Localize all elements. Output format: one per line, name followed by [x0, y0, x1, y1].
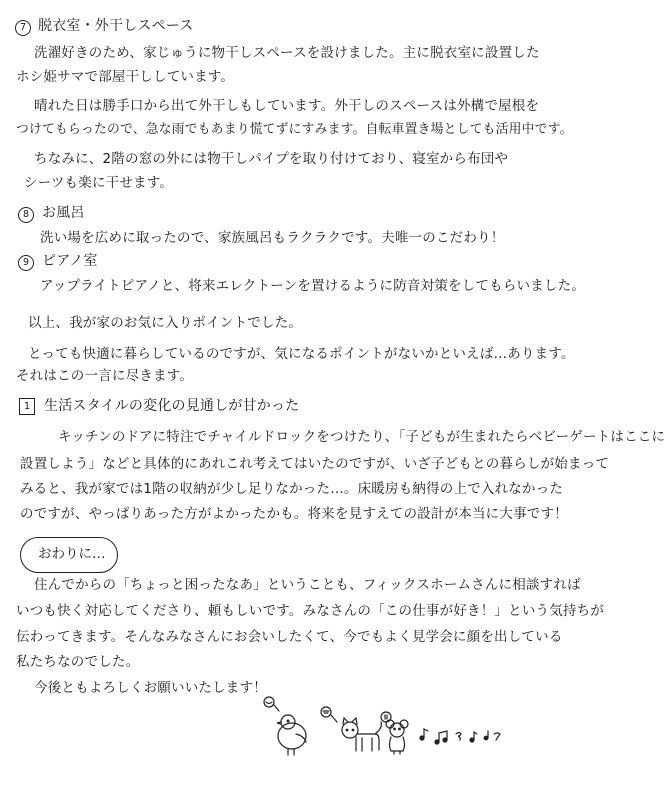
section-7-title: 脱衣室・外干しスペース [38, 18, 194, 34]
closing-line-5: 今後ともよろしくお願いいたします！ [34, 680, 267, 696]
section-8-title: お風呂 [42, 205, 85, 221]
section-7-line-4: つけてもらったので、急な雨でもあまり慌てずにすみます。自転車置き場としても活用中です。 [16, 122, 573, 137]
section-7-number: 7 [15, 20, 31, 36]
issue-1-number: 1 [19, 398, 35, 415]
music-notes-doodle [420, 729, 500, 744]
mouse-doodle [381, 712, 408, 754]
section-7-line-3: 晴れた日は勝手口から出て外干しもしています。外干しのスペースは外構で屋根を [34, 98, 540, 114]
summary-line-2: とっても快適に暮らしているのですが、気になるポイントがないかといえば…あります。 [28, 346, 575, 362]
summary-line-1: 以上、我が家のお気に入りポイントでした。 [28, 315, 302, 331]
section-9-title: ピアノ室 [42, 253, 98, 269]
cat-doodle [321, 707, 381, 751]
summary-line-3: それはこの一言に尽きます。 [16, 368, 194, 384]
issue-1-line-1: キッチンのドアに特注でチャイルドロックをつけたり、「子どもが生まれたらベビーゲートはここに [58, 429, 665, 445]
closing-line-1: 住んでからの「ちょっと困ったなあ」ということも、フィックスホームさんに相談すれば [34, 577, 581, 593]
section-9-number: 9 [18, 255, 34, 271]
issue-1-line-4: のですが、やっぱりあった方がよかったかも。将来を見すえての設計が本当に大事です！ [20, 506, 568, 522]
issue-1-line-3: みると、我が家では1階の収納が少し足りなかった…。床暖房も納得の上で入れなかった [20, 481, 564, 497]
section-7-line-2: ホシ姫サマで部屋干ししています。 [16, 69, 235, 85]
section-7-line-6: シーツも楽に干せます。 [24, 175, 174, 191]
section-7-line-1: 洗濯好きのため、家じゅうに物干しスペースを設けました。主に脱衣室に設置した [34, 45, 540, 61]
closing-line-3: 伝わってきます。そんなみなさんにお会いしたくて、今でもよく見学会に顔を出している [16, 629, 563, 645]
closing-line-4: 私たちなのでした。 [16, 654, 140, 670]
closing-title: おわりに… [38, 546, 106, 562]
section-7-line-5: ちなみに、2階の窓の外には物干しパイプを取り付けており、寝室から布団や [34, 151, 509, 167]
animal-doodles-illustration [258, 690, 538, 765]
closing-line-2: いつも快く対応してくださり、頼もしいです。みなさんの「この仕事が好き！」という気持ちが [16, 603, 605, 619]
section-8-number: 8 [18, 207, 34, 223]
section-8-line-1: 洗い場を広めに取ったので、家族風呂もラクラクです。夫唯一のこだわり！ [40, 230, 505, 246]
issue-1-title: 生活スタイルの変化の見通しが甘かった [44, 398, 300, 414]
section-9-line-1: アップライトピアノと、将来エレクトーンを置けるように防音対策をしてもらいました。 [40, 278, 586, 294]
bird-doodle [264, 697, 306, 755]
issue-1-line-2: 設置しよう」などと具体的にあれこれ考えてはいたのですが、いざ子どもとの暮らしが始まって [20, 456, 610, 472]
